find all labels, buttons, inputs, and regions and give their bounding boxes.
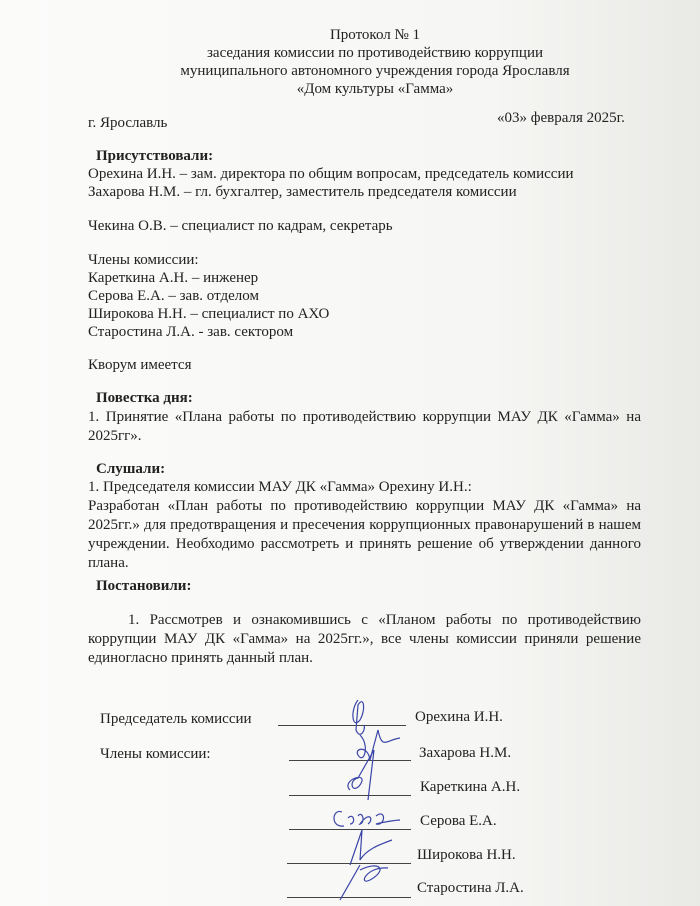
agenda-text: 1. Принятие «Плана работы по противодействию коррупции МАУ ДК «Гамма» на 2025гг». (88, 409, 641, 444)
member-item: Старостина Л.А. - зав. сектором (88, 324, 294, 340)
signer-name: Захарова Н.М. (419, 745, 512, 761)
chair-label: Председатель комиссии (100, 711, 252, 727)
signature-mark (353, 700, 364, 734)
member-item: Серова Е.А. – зав. отделом (88, 288, 259, 304)
member-item: Широкова Н.Н. – специалист по АХО (88, 306, 330, 322)
signer-name: Орехина И.Н. (415, 709, 503, 725)
heard-text: Разработан «План работы по противодействию коррупции МАУ ДК «Гамма» на 2025гг.» для предотвращения и пресечения коррупционных правонарушений в нашем учреждении. Необходимо рассмотреть и принять решение об утверждении данного плана. (88, 498, 641, 571)
place: г. Ярославль (88, 115, 168, 131)
title-line-2: муниципального автономного учреждения города Ярославля (180, 63, 570, 79)
signer-name: Кареткина А.Н. (420, 779, 521, 795)
secretary: Чекина О.В. – специалист по кадрам, секретарь (88, 218, 393, 234)
signature-mark (334, 811, 400, 826)
signer-name: Старостина Л.А. (417, 880, 524, 896)
signer-name: Широкова Н.Н. (417, 847, 516, 863)
signature-mark (357, 730, 400, 760)
quorum: Кворум имеется (88, 357, 192, 373)
title-line-1: заседания комиссии по противодействию коррупции (206, 45, 544, 61)
heard-heading: Слушали: (96, 461, 166, 477)
signature-mark (350, 830, 392, 865)
members-sign-label: Члены комиссии: (100, 746, 211, 762)
agenda-heading: Повестка дня: (96, 390, 193, 406)
resolved-heading: Постановили: (96, 578, 192, 594)
handwritten-signatures (330, 690, 410, 906)
title-line-3: «Дом культуры «Гамма» (296, 81, 454, 97)
heard-line: 1. Председателя комиссии МАУ ДК «Гамма» Орехину И.Н.: (88, 479, 472, 495)
protocol-title: Протокол № 1 (329, 27, 421, 43)
present-item: Орехина И.Н. – зам. директора по общим вопросам, председатель комиссии (88, 166, 574, 182)
present-item: Захарова Н.М. – гл. бухгалтер, заместитель председателя комиссии (88, 184, 517, 200)
resolved-text: 1. Рассмотрев и ознакомившись с «Планом работы по противодействию коррупции МАУ ДК «Гамма» на 2025гг.», все члены комиссии приняли решение единогласно принять данный план. (88, 612, 641, 666)
members-heading: Члены комиссии: (88, 252, 199, 268)
member-item: Кареткина А.Н. – инженер (88, 270, 259, 286)
present-heading: Присутствовали: (96, 148, 214, 164)
date: «03» февраля 2025г. (497, 110, 625, 126)
signature-mark (340, 865, 388, 900)
signer-name: Серова Е.А. (420, 813, 497, 829)
